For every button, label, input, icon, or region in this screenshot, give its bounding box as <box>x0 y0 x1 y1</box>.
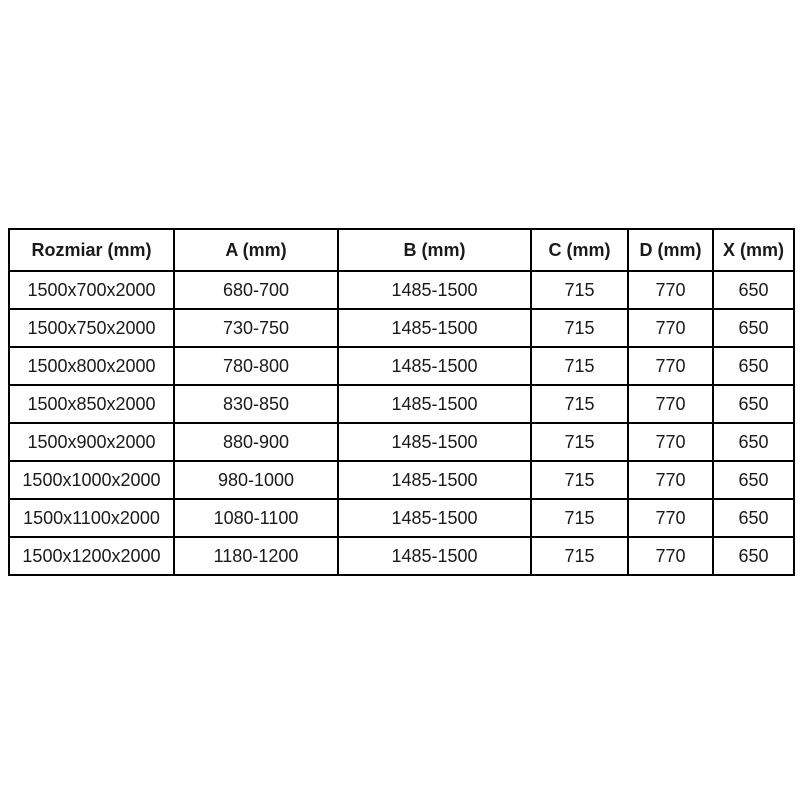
column-header: A (mm) <box>174 229 338 271</box>
table-cell: 650 <box>713 423 794 461</box>
table-cell: 880-900 <box>174 423 338 461</box>
table-cell: 980-1000 <box>174 461 338 499</box>
table-cell: 715 <box>531 385 628 423</box>
table-cell: 650 <box>713 271 794 309</box>
column-header: X (mm) <box>713 229 794 271</box>
column-header: C (mm) <box>531 229 628 271</box>
table-cell: 715 <box>531 499 628 537</box>
table-cell: 715 <box>531 537 628 575</box>
table-cell: 715 <box>531 271 628 309</box>
table-row <box>9 461 794 499</box>
table-cell: 780-800 <box>174 347 338 385</box>
table-row <box>9 347 794 385</box>
table-cell: 1500x1000x2000 <box>9 461 174 499</box>
table-row <box>9 537 794 575</box>
table-cell: 650 <box>713 347 794 385</box>
table-cell: 1485-1500 <box>338 271 531 309</box>
table-row <box>9 309 794 347</box>
spec-table <box>8 228 795 576</box>
table-cell: 1080-1100 <box>174 499 338 537</box>
column-header: D (mm) <box>628 229 713 271</box>
table-cell: 1500x850x2000 <box>9 385 174 423</box>
table-cell: 1485-1500 <box>338 309 531 347</box>
table-cell: 680-700 <box>174 271 338 309</box>
table-cell: 770 <box>628 461 713 499</box>
table-cell: 1500x700x2000 <box>9 271 174 309</box>
table-cell: 715 <box>531 423 628 461</box>
table-cell: 770 <box>628 499 713 537</box>
table-cell: 1485-1500 <box>338 499 531 537</box>
table-cell: 1485-1500 <box>338 537 531 575</box>
table-cell: 650 <box>713 309 794 347</box>
table-cell: 715 <box>531 309 628 347</box>
table-row <box>9 423 794 461</box>
table-cell: 770 <box>628 271 713 309</box>
table-cell: 770 <box>628 309 713 347</box>
table-cell: 650 <box>713 499 794 537</box>
table-cell: 1500x900x2000 <box>9 423 174 461</box>
table-cell: 1485-1500 <box>338 423 531 461</box>
table-cell: 1500x750x2000 <box>9 309 174 347</box>
table-cell: 1485-1500 <box>338 461 531 499</box>
table-cell: 650 <box>713 385 794 423</box>
table-row <box>9 271 794 309</box>
table-cell: 1485-1500 <box>338 347 531 385</box>
table-cell: 1500x1200x2000 <box>9 537 174 575</box>
table-cell: 770 <box>628 347 713 385</box>
table-cell: 1180-1200 <box>174 537 338 575</box>
table-header-row <box>9 229 794 271</box>
table-cell: 715 <box>531 461 628 499</box>
table-cell: 770 <box>628 537 713 575</box>
table-cell: 770 <box>628 423 713 461</box>
table-cell: 830-850 <box>174 385 338 423</box>
table-cell: 1500x1100x2000 <box>9 499 174 537</box>
table-cell: 715 <box>531 347 628 385</box>
table-cell: 650 <box>713 461 794 499</box>
table-cell: 650 <box>713 537 794 575</box>
spec-table-body <box>9 271 794 575</box>
table-row <box>9 385 794 423</box>
table-cell: 1500x800x2000 <box>9 347 174 385</box>
table-cell: 770 <box>628 385 713 423</box>
table-cell: 1485-1500 <box>338 385 531 423</box>
table-cell: 730-750 <box>174 309 338 347</box>
table-row <box>9 499 794 537</box>
column-header: Rozmiar (mm) <box>9 229 174 271</box>
column-header: B (mm) <box>338 229 531 271</box>
